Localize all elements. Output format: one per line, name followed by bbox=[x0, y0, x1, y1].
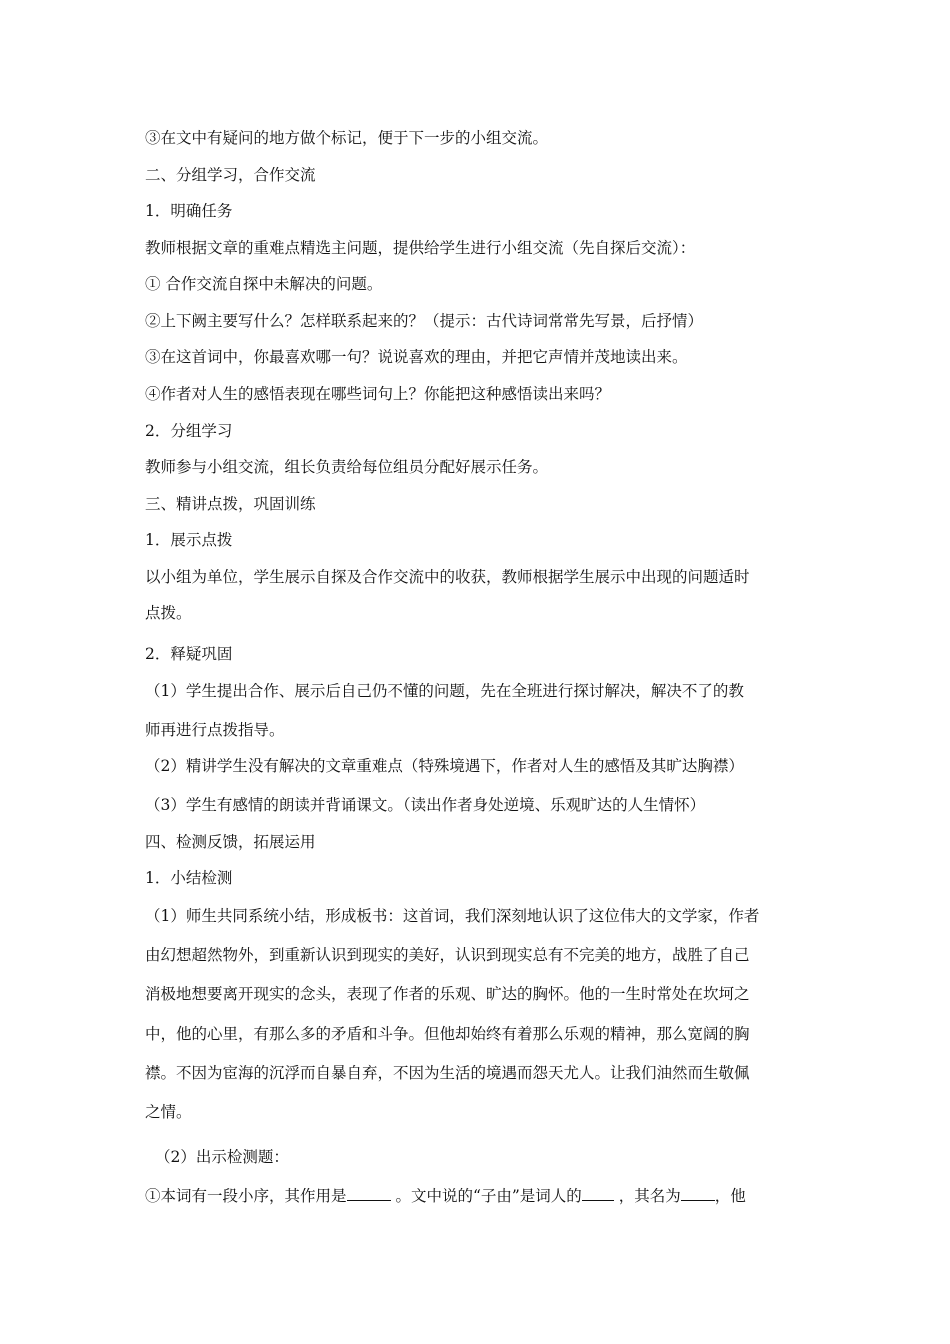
section-heading: 四、检测反馈，拓展运用 bbox=[145, 833, 316, 851]
text-line: （2）精讲学生没有解决的文章重难点（特殊境遇下，作者对人生的感悟及其旷达胸襟） bbox=[145, 757, 744, 775]
text-line: 教师根据文章的重难点精选主问题，提供给学生进行小组交流（先自探后交流）： bbox=[145, 239, 696, 257]
text-line: 以小组为单位，学生展示自探及合作交流中的收获，教师根据学生展示中出现的问题适时 bbox=[145, 568, 750, 586]
text-line: 之情。 bbox=[145, 1103, 192, 1121]
text-line: （1）学生提出合作、展示后自己仍不懂的问题，先在全班进行探讨解决，解决不了的教 bbox=[145, 682, 744, 700]
answer-blank[interactable] bbox=[347, 1184, 391, 1201]
text-line: 教师参与小组交流，组长负责给每位组员分配好展示任务。 bbox=[145, 458, 549, 476]
text-line: （1）师生共同系统小结，形成板书：这首词，我们深刻地认识了这位伟大的文学家，作者 bbox=[145, 907, 760, 925]
exercise-text: ，他 bbox=[714, 1187, 746, 1205]
text-line: 中，他的心里，有那么多的矛盾和斗争。但他却始终有着那么乐观的精神，那么宽阔的胸 bbox=[145, 1025, 750, 1043]
list-item: ③在这首词中，你最喜欢哪一句？说说喜欢的理由，并把它声情并茂地读出来。 bbox=[145, 348, 688, 366]
sub-heading: 1．小结检测 bbox=[145, 869, 233, 887]
sub-heading: 2．分组学习 bbox=[145, 422, 233, 440]
sub-heading: 1．明确任务 bbox=[145, 202, 233, 220]
answer-blank[interactable] bbox=[681, 1184, 715, 1201]
section-heading: 二、分组学习，合作交流 bbox=[145, 166, 316, 184]
list-item: ④作者对人生的感悟表现在哪些词句上？你能把这种感悟读出来吗？ bbox=[145, 385, 611, 403]
sub-heading: 1．展示点拨 bbox=[145, 531, 233, 549]
text-line: （3）学生有感情的朗读并背诵课文。（读出作者身处逆境、乐观旷达的人生情怀） bbox=[145, 796, 706, 814]
answer-blank[interactable] bbox=[582, 1184, 614, 1201]
text-line: 襟。不因为宦海的沉浮而自暴自弃，不因为生活的境遇而怨天尤人。让我们油然而生敬佩 bbox=[145, 1064, 750, 1082]
exercise-text: ，其名为 bbox=[613, 1187, 681, 1205]
text-line: 消极地想要离开现实的念头，表现了作者的乐观、旷达的胸怀。他的一生时常处在坎坷之 bbox=[145, 985, 750, 1003]
exercise-text: 。文中说的“子由”是词人的 bbox=[390, 1187, 582, 1205]
text-line: ③在文中有疑问的地方做个标记，便于下一步的小组交流。 bbox=[145, 129, 549, 147]
text-line: 师再进行点拨指导。 bbox=[145, 721, 285, 739]
text-line: 由幻想超然物外，到重新认识到现实的美好，认识到现实总有不完美的地方，战胜了自己 bbox=[145, 946, 750, 964]
exercise-text: ①本词有一段小序，其作用是 bbox=[145, 1187, 347, 1205]
list-item: ① 合作交流自探中未解决的问题。 bbox=[145, 275, 383, 293]
section-heading: 三、精讲点拨，巩固训练 bbox=[145, 495, 316, 513]
exercise-line bbox=[145, 1184, 810, 1207]
sub-heading: 2．释疑巩固 bbox=[145, 645, 233, 663]
text-line: 点拨。 bbox=[145, 604, 192, 622]
list-item: ②上下阙主要写什么？怎样联系起来的？（提示：古代诗词常常先写景，后抒情） bbox=[145, 312, 704, 330]
text-line: （2）出示检测题： bbox=[155, 1148, 289, 1166]
